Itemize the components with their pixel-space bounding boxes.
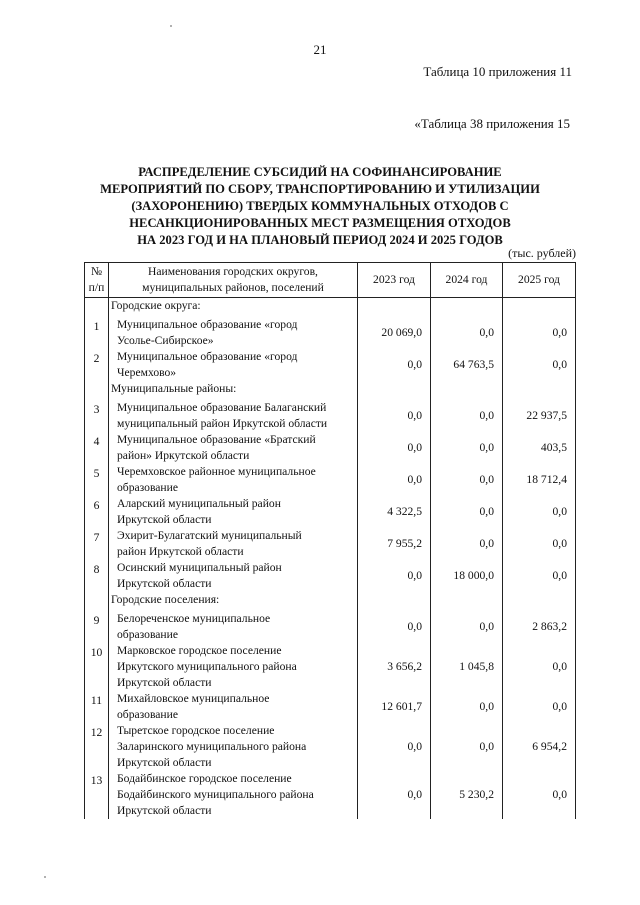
value-2023: 0,0 [358,611,431,643]
table-row [85,349,576,381]
name-line: Иркутской области [117,577,212,590]
value-2025: 0,0 [503,528,576,560]
value-2025 [503,381,576,400]
document-title [60,164,580,249]
municipality-name [109,691,358,723]
name-line: Муниципальное образование Балаганский [117,401,327,414]
value-2024 [431,381,503,400]
name-line: Муниципальное образование «город [117,350,298,363]
value-2023: 12 601,7 [358,691,431,723]
row-number: 8 [85,560,109,592]
table-row [85,771,576,819]
name-line: Черемхово» [117,366,177,379]
value-2025: 0,0 [503,643,576,691]
table-row [85,643,576,691]
name-line: Заларинского муниципального района [117,740,307,753]
name-line: Муниципальное образование «город [117,318,298,331]
value-2025 [503,298,576,318]
row-number: 4 [85,432,109,464]
group-header-row [85,381,576,400]
name-line: Иркутского муниципального района [117,660,297,673]
name-line: Михайловское муниципальное [117,692,270,705]
row-number: 1 [85,317,109,349]
name-line: Бодайбинское городское поселение [117,772,292,785]
header-2023: 2023 год [358,263,431,298]
municipality-name [109,643,358,691]
value-2025: 0,0 [503,349,576,381]
value-2025: 22 937,5 [503,400,576,432]
header-num-line: № [90,265,103,278]
table-row [85,400,576,432]
name-line: образование [117,628,178,641]
name-line: Усолье-Сибирское» [117,334,214,347]
table-row [85,464,576,496]
title-line: РАСПРЕДЕЛЕНИЕ СУБСИДИЙ НА СОФИНАНСИРОВАНИЕ [138,165,502,179]
value-2024: 0,0 [431,317,503,349]
table-row [85,723,576,771]
municipality-name [109,317,358,349]
title-line: НА 2023 ГОД И НА ПЛАНОВЫЙ ПЕРИОД 2024 И 2025 ГОДОВ [137,233,503,247]
value-2024: 18 000,0 [431,560,503,592]
name-line: Белореченское муниципальное [117,612,271,625]
value-2023 [358,298,431,318]
name-line: Иркутской области [117,676,212,689]
value-2023: 7 955,2 [358,528,431,560]
row-number: 5 [85,464,109,496]
value-2024: 5 230,2 [431,771,503,819]
value-2023: 0,0 [358,432,431,464]
name-line: Марковское городское поселение [117,644,282,657]
header-name-line: Наименования городских округов, [148,265,318,278]
table-reference: Таблица 10 приложения 11 [423,64,572,79]
header-2025: 2025 год [503,263,576,298]
value-2024: 0,0 [431,691,503,723]
name-line: Тыретское городское поселение [117,724,275,737]
table-row [85,560,576,592]
value-2024: 0,0 [431,400,503,432]
municipality-name [109,611,358,643]
header-name-line: муниципальных районов, поселений [142,281,324,294]
value-2024: 0,0 [431,723,503,771]
title-line: НЕСАНКЦИОНИРОВАННЫХ МЕСТ РАЗМЕЩЕНИЯ ОТХОДОВ [129,216,511,230]
row-number: 2 [85,349,109,381]
municipality-name [109,560,358,592]
municipality-name [109,432,358,464]
row-number [85,298,109,318]
value-2023: 0,0 [358,349,431,381]
units-label: (тыс. рублей) [508,246,576,260]
value-2023: 0,0 [358,464,431,496]
name-line: Эхирит-Булагатский муниципальный [117,529,302,542]
value-2025: 0,0 [503,771,576,819]
scan-speck [170,25,172,27]
value-2025 [503,592,576,611]
name-line: Муниципальное образование «Братский [117,433,316,446]
name-line: Иркутской области [117,513,212,526]
group-header-row [85,298,576,318]
name-line: образование [117,708,178,721]
name-line: Городские округа: [111,299,201,312]
name-line: Аларский муниципальный район [117,497,281,510]
header-name [109,263,358,298]
municipality-name [109,496,358,528]
table-row [85,432,576,464]
name-line: район Иркутской области [117,545,244,558]
value-2025: 403,5 [503,432,576,464]
name-line: Черемховское районное муниципальное [117,465,316,478]
table-body [85,298,576,820]
value-2024: 0,0 [431,611,503,643]
value-2023: 0,0 [358,723,431,771]
name-line: Муниципальные районы: [111,382,237,395]
row-number: 10 [85,643,109,691]
name-line: Городские поселения: [111,593,220,606]
value-2024: 0,0 [431,496,503,528]
value-2023: 3 656,2 [358,643,431,691]
subsidy-table [84,262,576,819]
name-line: Иркутской области [117,756,212,769]
scan-speck [44,876,46,878]
name-line: Бодайбинского муниципального района [117,788,314,801]
value-2023: 0,0 [358,771,431,819]
value-2025: 18 712,4 [503,464,576,496]
table-row [85,528,576,560]
group-name [109,298,358,318]
value-2025: 6 954,2 [503,723,576,771]
value-2023: 0,0 [358,400,431,432]
row-number: 12 [85,723,109,771]
header-num [85,263,109,298]
municipality-name [109,400,358,432]
row-number: 11 [85,691,109,723]
name-line: муниципальный район Иркутской области [117,417,328,430]
value-2025: 0,0 [503,496,576,528]
value-2024 [431,298,503,318]
table-row [85,317,576,349]
value-2024: 0,0 [431,432,503,464]
row-number: 13 [85,771,109,819]
table-row [85,496,576,528]
row-number: 9 [85,611,109,643]
value-2023: 20 069,0 [358,317,431,349]
group-header-row [85,592,576,611]
municipality-name [109,464,358,496]
header-num-line: п/п [88,281,105,294]
name-line: образование [117,481,178,494]
value-2024 [431,592,503,611]
value-2025: 2 863,2 [503,611,576,643]
row-number [85,381,109,400]
group-name [109,381,358,400]
value-2025: 0,0 [503,560,576,592]
table-reference-quoted: «Таблица 38 приложения 15 [414,116,570,131]
municipality-name [109,349,358,381]
value-2023 [358,592,431,611]
value-2023: 4 322,5 [358,496,431,528]
table-row [85,691,576,723]
municipality-name [109,771,358,819]
title-line: (ЗАХОРОНЕНИЮ) ТВЕРДЫХ КОММУНАЛЬНЫХ ОТХОДОВ С [131,199,509,213]
value-2024: 0,0 [431,528,503,560]
value-2023 [358,381,431,400]
row-number: 3 [85,400,109,432]
title-line: МЕРОПРИЯТИЙ ПО СБОРУ, ТРАНСПОРТИРОВАНИЮ И УТИЛИЗАЦИИ [100,182,540,196]
table-header-row [85,263,576,298]
header-2024: 2024 год [431,263,503,298]
value-2024: 1 045,8 [431,643,503,691]
row-number: 6 [85,496,109,528]
municipality-name [109,528,358,560]
group-name [109,592,358,611]
table-row [85,611,576,643]
name-line: Осинский муниципальный район [117,561,282,574]
row-number: 7 [85,528,109,560]
name-line: район» Иркутской области [117,449,250,462]
value-2025: 0,0 [503,691,576,723]
value-2023: 0,0 [358,560,431,592]
municipality-name [109,723,358,771]
value-2024: 64 763,5 [431,349,503,381]
page-number: 21 [313,42,327,57]
value-2025: 0,0 [503,317,576,349]
value-2024: 0,0 [431,464,503,496]
name-line: Иркутской области [117,804,212,817]
row-number [85,592,109,611]
